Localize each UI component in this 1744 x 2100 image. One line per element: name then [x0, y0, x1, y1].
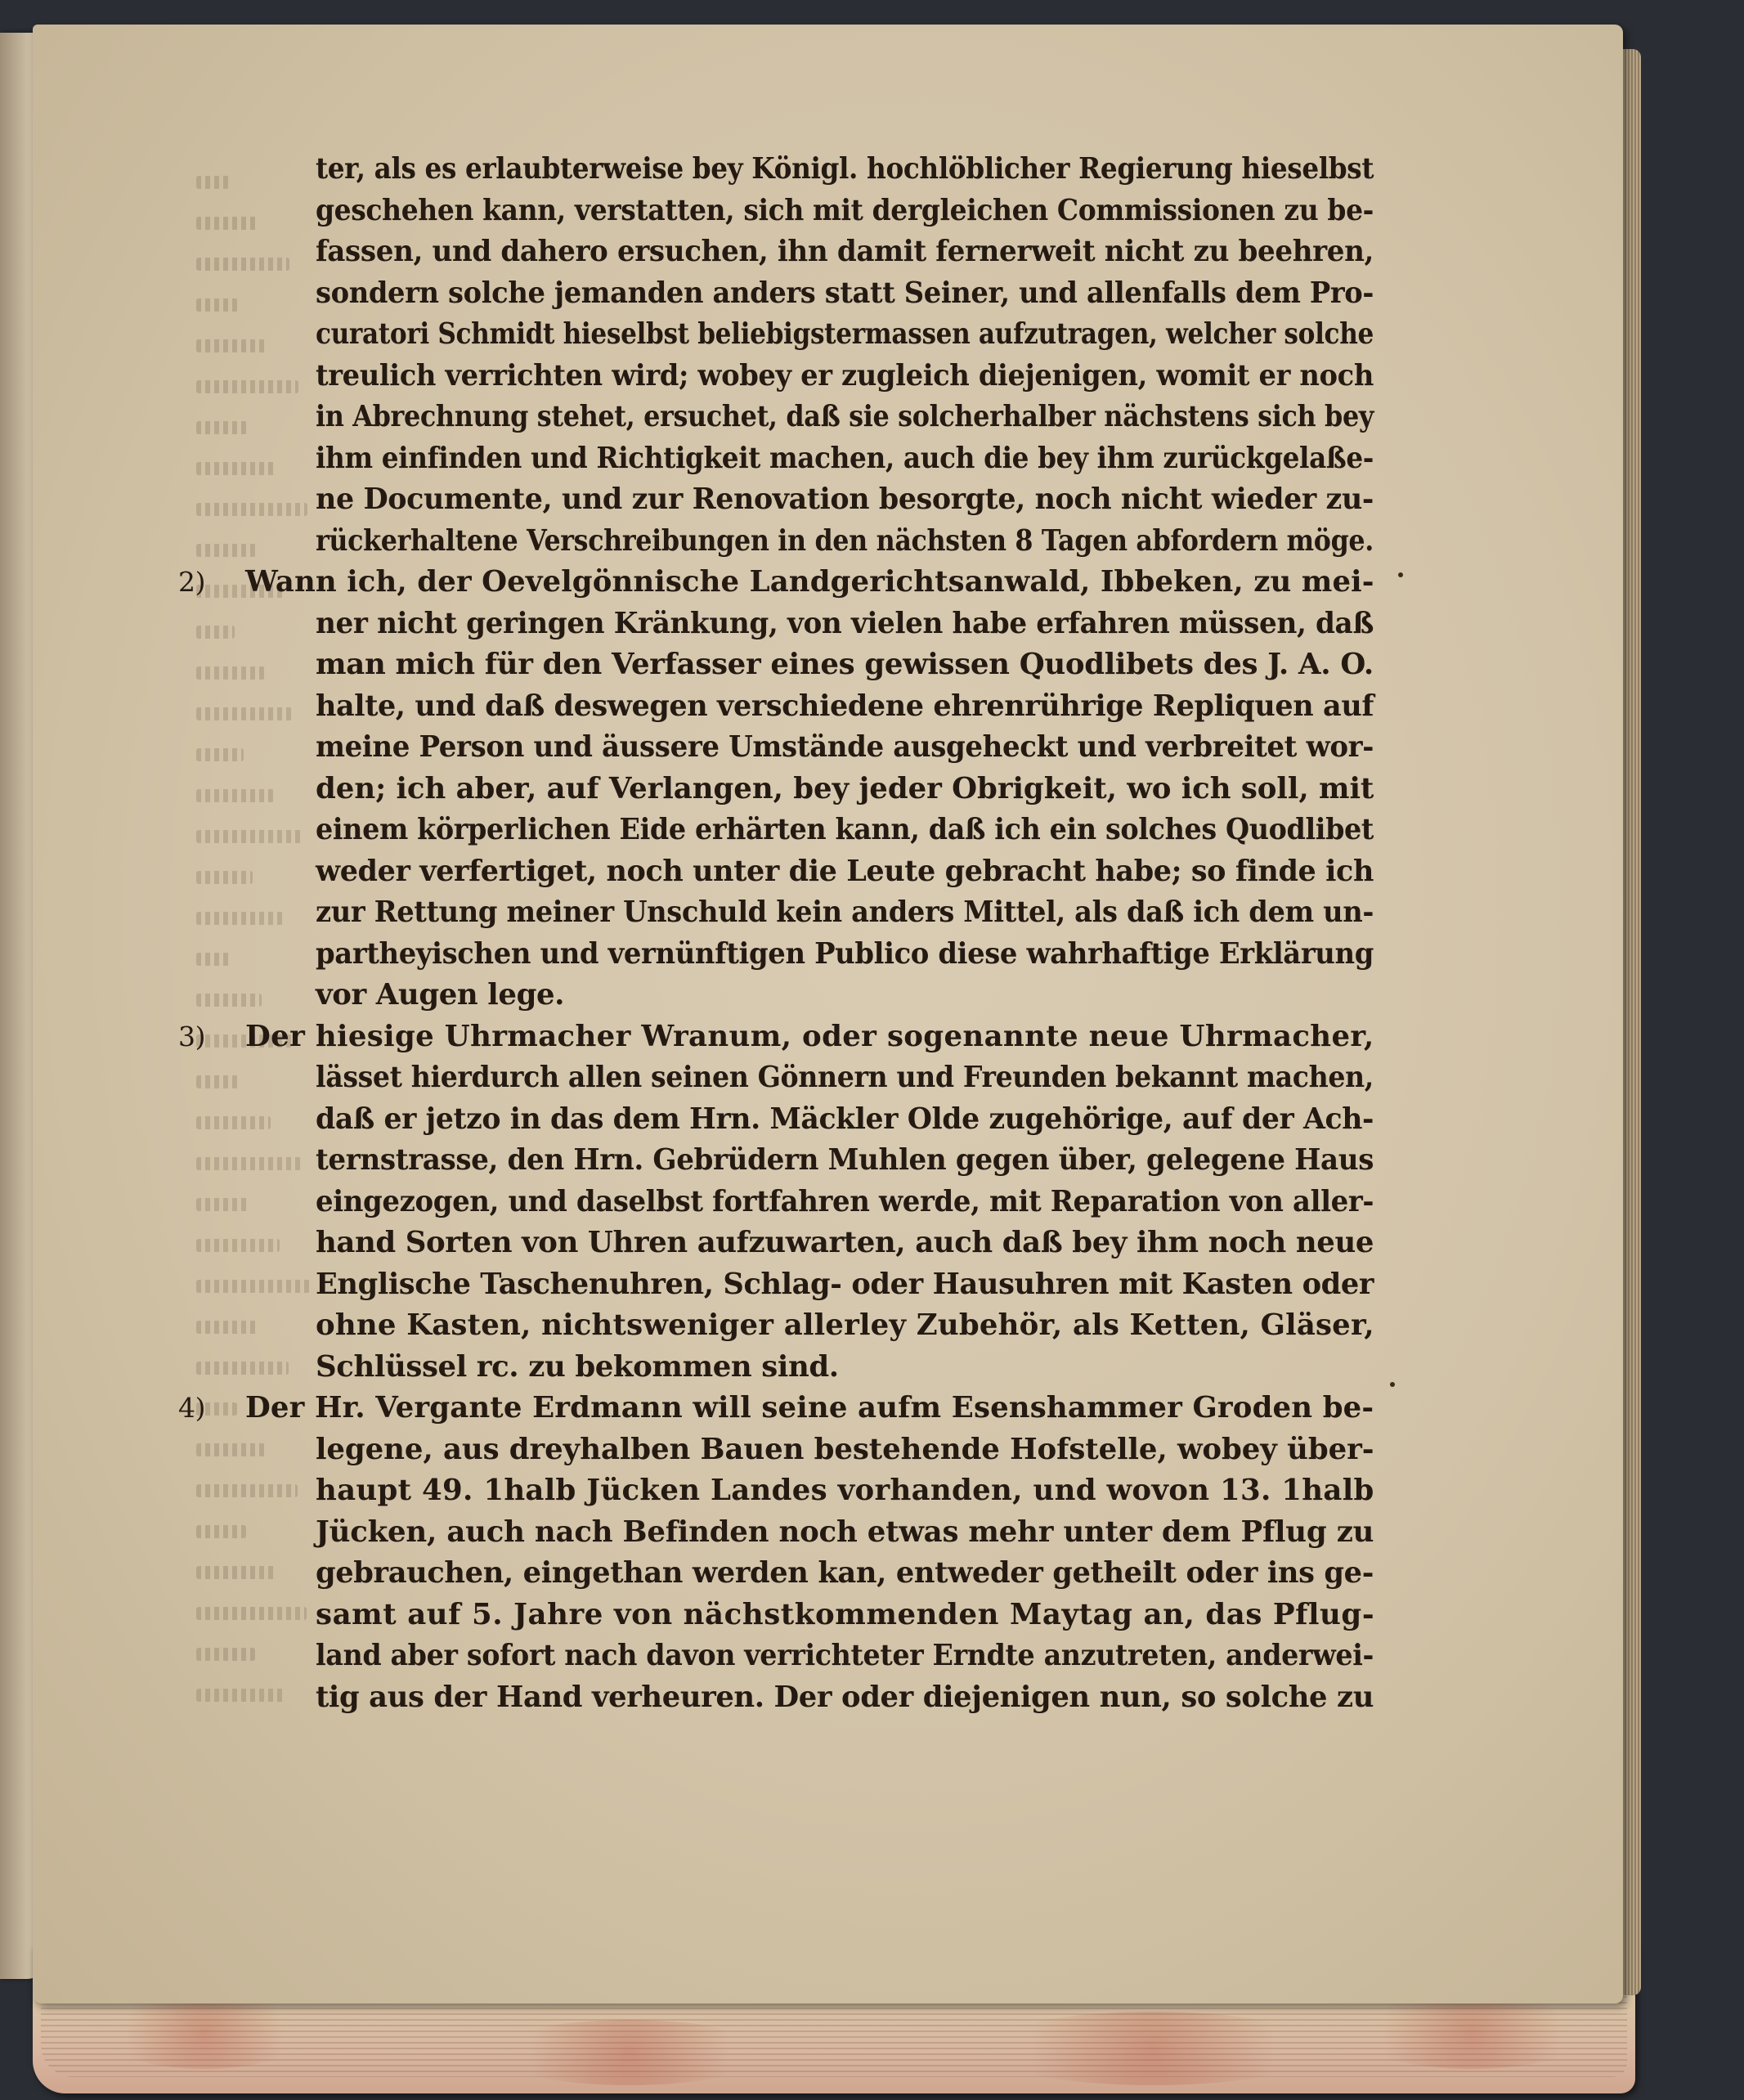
line-text: zur Rettung meiner Unschuld kein anders Mittel, als daß ich dem un- — [316, 895, 1374, 929]
line-text: vor Augen lege. — [316, 978, 565, 1012]
text-line — [245, 644, 1374, 686]
right-page-fore-edge — [1623, 49, 1641, 1995]
line-text: legene, aus dreyhalben Bauen bestehende Hofstelle, wobey über- — [316, 1432, 1374, 1466]
text-line — [245, 686, 1374, 728]
line-text: ohne Kasten, nichtsweniger allerley Zubehör, als Ketten, Gläser, — [316, 1308, 1374, 1342]
text-line — [245, 975, 1374, 1016]
text-line — [245, 314, 1374, 356]
show-through-line — [196, 421, 247, 434]
text-line — [245, 356, 1374, 397]
text-line — [245, 1057, 1374, 1099]
text-line — [245, 191, 1374, 232]
line-text: Der Hr. Vergante Erdmann will seine aufm Esenshammer Groden be- — [245, 1391, 1374, 1425]
text-line — [245, 810, 1374, 851]
text-line — [245, 1305, 1374, 1347]
line-text: haupt 49. 1halb Jücken Landes vorhanden, und wovon 13. 1halb — [316, 1474, 1374, 1507]
line-text: meine Person und äussere Umstände ausgeheckt und verbreitet wor- — [316, 730, 1374, 764]
line-text: den; ich aber, auf Verlangen, bey jeder Obrigkeit, wo ich soll, mit — [316, 771, 1374, 805]
show-through-line — [196, 953, 231, 966]
line-text: ter, als es erlaubterweise bey Königl. hochlöblicher Regierung hieselbst — [316, 152, 1374, 186]
show-through-line — [196, 626, 235, 639]
show-through-line — [196, 298, 238, 312]
line-text: Englische Taschenuhren, Schlag- oder Hausuhren mit Kasten oder — [316, 1267, 1374, 1301]
show-through-line — [196, 1525, 246, 1538]
text-line — [245, 1223, 1374, 1264]
line-text: lässet hierdurch allen seinen Gönnern und Freunden bekannt machen, — [316, 1061, 1374, 1094]
margin-dot — [1398, 572, 1403, 577]
line-text: ne Documente, und zur Renovation besorgte, noch nicht wieder zu- — [316, 482, 1374, 516]
line-text: Der hiesige Uhrmacher Wranum, oder sogenannte neue Uhrmacher, — [245, 1019, 1374, 1053]
line-text: treulich verrichten wird; wobey er zugleich diejenigen, womit er noch — [316, 358, 1374, 393]
text-line — [245, 851, 1374, 893]
line-text: gebrauchen, eingethan werden kan, entweder getheilt oder ins ge- — [316, 1556, 1374, 1590]
red-stain — [98, 1995, 311, 2069]
line-text: weder verfertiget, noch unter die Leute gebracht habe; so finde ich — [316, 854, 1374, 888]
line-text: daß er jetzo in das dem Hrn. Mäckler Olde zugehörige, auf der Ach- — [316, 1102, 1374, 1136]
text-line — [245, 397, 1374, 438]
line-text: Wann ich, der Oevelgönnische Landgerichtsanwald, Ibbeken, zu mei- — [245, 565, 1374, 599]
line-text: tig aus der Hand verheuren. Der oder diejenigen nun, so solche zu — [316, 1680, 1374, 1714]
text-line — [245, 604, 1374, 645]
line-text: ihm einfinden und Richtigkeit machen, auch die bey ihm zurückgelaße- — [316, 441, 1374, 475]
line-text: hand Sorten von Uhren aufzuwarten, auch daß bey ihm noch neue — [316, 1226, 1374, 1259]
text-line — [245, 149, 1374, 191]
line-text: eingezogen, und daselbst fortfahren werde, mit Reparation von aller- — [316, 1184, 1374, 1218]
text-line — [245, 1099, 1374, 1141]
text-line — [245, 934, 1374, 976]
text-line — [245, 1512, 1374, 1554]
line-text: einem körperlichen Eide erhärten kann, daß ich ein solches Quodlibet — [316, 813, 1374, 846]
paragraph-first-line — [178, 1016, 1374, 1058]
text-line — [245, 438, 1374, 480]
text-line — [245, 727, 1374, 769]
margin-dot — [1390, 1382, 1395, 1387]
paragraph-first-line — [178, 562, 1374, 604]
item-number: 3) — [178, 1020, 206, 1052]
text-line — [245, 1553, 1374, 1595]
item-number: 4) — [178, 1392, 206, 1424]
line-text: in Abrechnung stehet, ersuchet, daß sie solcherhalber nächstens sich bey — [316, 400, 1374, 433]
show-through-line — [196, 1075, 240, 1088]
line-text: halte, und daß deswegen verschiedene ehrenrührige Repliquen auf — [316, 689, 1374, 723]
text-line — [245, 1470, 1374, 1512]
text-line — [245, 231, 1374, 273]
line-text: Jücken, auch nach Befinden noch etwas mehr unter dem Pflug zu — [316, 1514, 1374, 1549]
text-line — [245, 1429, 1374, 1471]
red-stain — [491, 2020, 769, 2085]
text-line — [245, 1264, 1374, 1306]
line-text: sondern solche jemanden anders statt Seiner, und allenfalls dem Pro- — [316, 276, 1374, 310]
text-line — [245, 769, 1374, 810]
line-text: man mich für den Verfasser eines gewissen Quodlibets des J. A. O. — [316, 648, 1374, 681]
line-text: ner nicht geringen Kränkung, von vielen habe erfahren müssen, daß — [316, 606, 1374, 640]
red-stain — [1349, 1995, 1594, 2069]
line-text: ternstrasse, den Hrn. Gebrüdern Muhlen gegen über, gelegene Haus — [316, 1143, 1374, 1177]
line-text: geschehen kann, verstatten, sich mit dergleichen Commissionen zu be- — [316, 193, 1374, 227]
line-text: curatori Schmidt hieselbst beliebigstermassen aufzutragen, welcher solche — [316, 317, 1374, 351]
show-through-line — [196, 871, 253, 884]
document-body — [178, 149, 1375, 1718]
line-text: land aber sofort nach davon verrichteter Erndte anzutreten, anderwei- — [316, 1639, 1374, 1672]
text-line — [245, 273, 1374, 315]
text-line — [245, 1595, 1374, 1636]
text-line — [245, 1347, 1374, 1389]
line-text: Schlüssel rc. zu bekommen sind. — [316, 1349, 839, 1384]
text-line — [245, 479, 1374, 521]
text-line — [245, 1636, 1374, 1677]
line-text: partheyischen und vernünftigen Publico diese wahrhaftige Erklärung — [316, 936, 1374, 971]
paragraph-first-line — [178, 1388, 1374, 1429]
text-line — [245, 1677, 1374, 1719]
text-line — [245, 1140, 1374, 1182]
red-stain — [981, 2012, 1325, 2085]
show-through-line — [196, 748, 244, 761]
text-line — [245, 521, 1374, 563]
line-text: rückerhaltene Verschreibungen in den nächsten 8 Tagen abfordern möge. — [316, 523, 1374, 558]
show-through-line — [196, 176, 229, 189]
text-line — [245, 1182, 1374, 1223]
line-text: fassen, und dahero ersuchen, ihn damit fernerweit nicht zu beehren, — [316, 235, 1374, 268]
line-text: samt auf 5. Jahre von nächstkommenden Maytag an, das Pflug- — [316, 1597, 1375, 1631]
text-line — [245, 892, 1374, 934]
item-number: 2) — [178, 566, 206, 598]
show-through-line — [196, 1198, 249, 1211]
